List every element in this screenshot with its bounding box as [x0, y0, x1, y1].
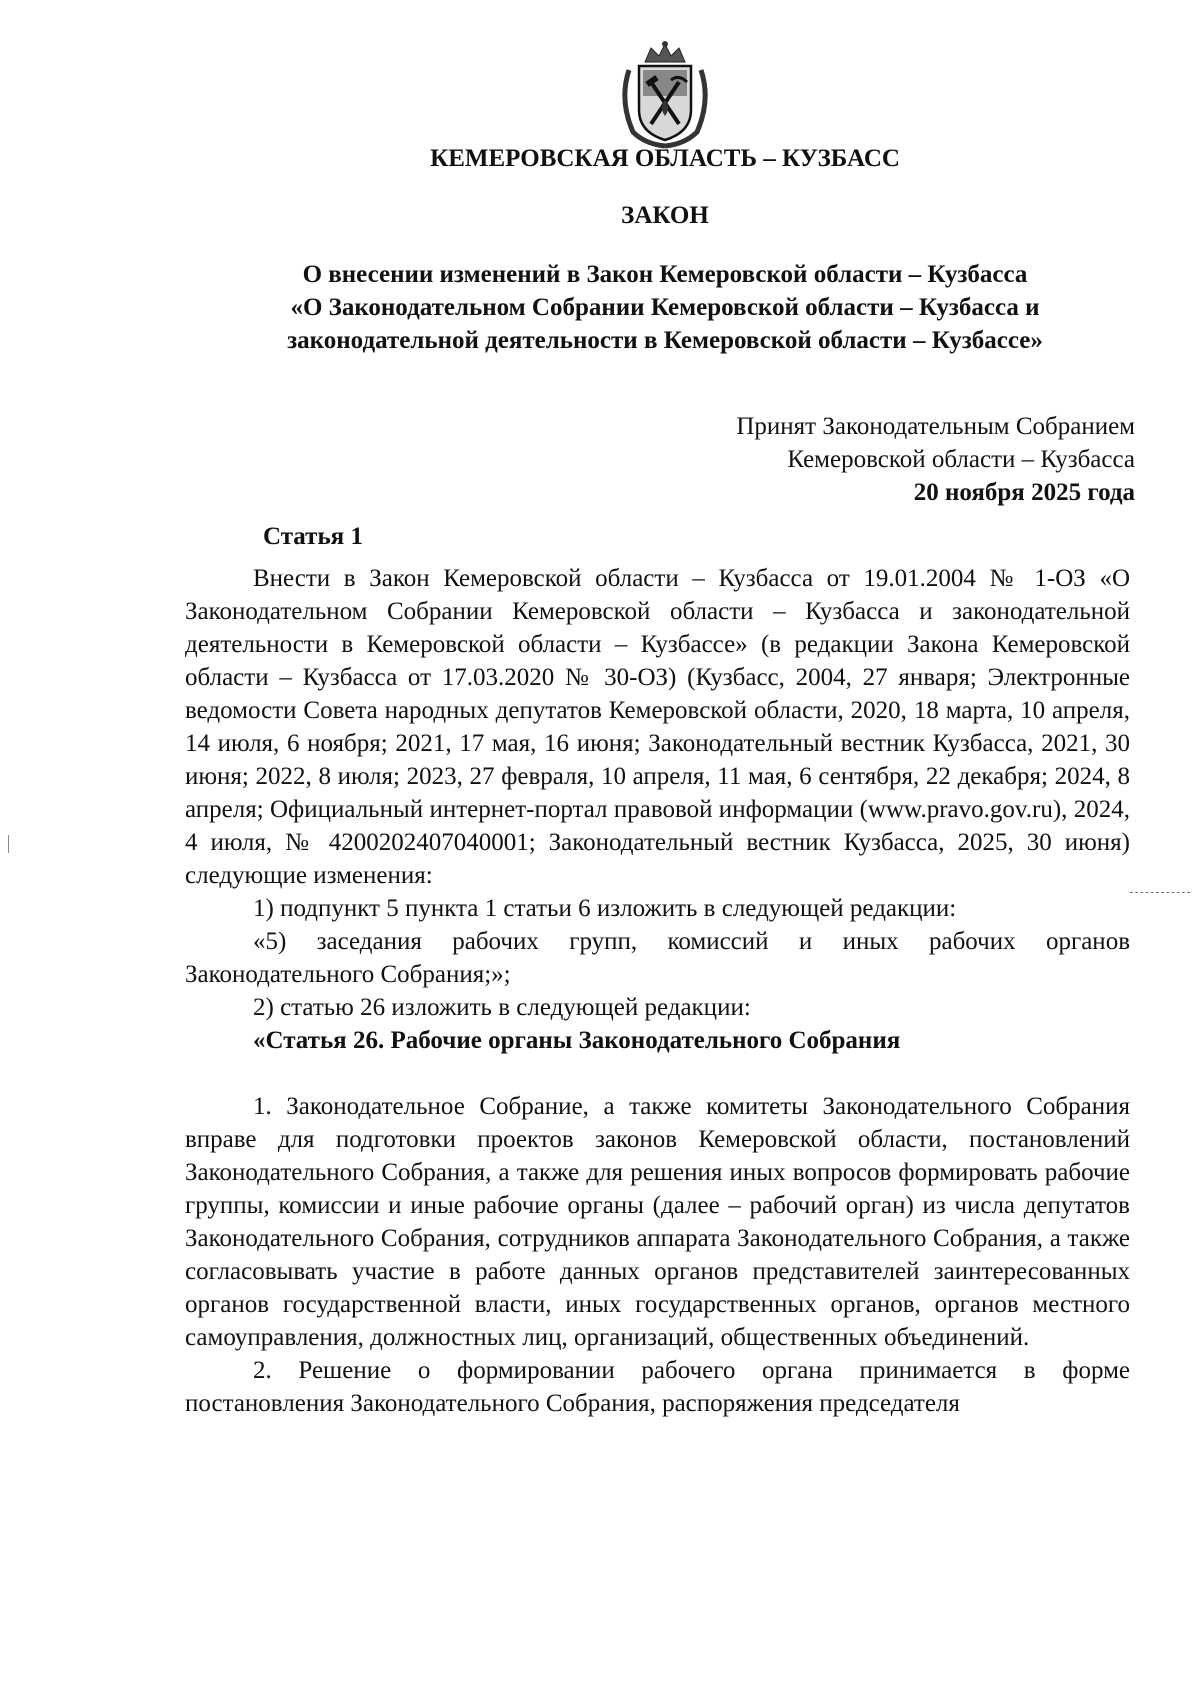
- scan-dash-mark: [1130, 892, 1190, 893]
- adoption-block: [736, 410, 1135, 509]
- adoption-line-1: Принят Законодательным Собранием: [736, 413, 1135, 440]
- item-1: 1) подпункт 5 пункта 1 статьи 6 изложить в следующей редакции:: [253, 895, 957, 922]
- scan-mark: [8, 835, 9, 853]
- law-title: [0, 258, 1200, 357]
- law-body: [185, 523, 1130, 1420]
- article-1-heading: Статья 1: [263, 523, 363, 550]
- article-26-para-2: 2. Решение о формировании рабочего органа принимается в форме постановления Законодательного Собрания, распоряжения председателя: [185, 1357, 1130, 1417]
- item-2: 2) статью 26 изложить в следующей редакции:: [253, 994, 751, 1021]
- coat-of-arms-emblem: [615, 40, 715, 150]
- law-title-line-1: О внесении изменений в Закон Кемеровской области – Кузбасса: [302, 261, 1028, 288]
- adoption-line-2: Кемеровской области – Кузбасса: [787, 446, 1135, 473]
- article-1-intro: Внести в Закон Кемеровской области – Кузбасса от 19.01.2004 № 1-ОЗ «О Законодательном Собрании Кемеровской области – Кузбасса и законодательной деятельности в Кемеровской области – Кузбассе» (в редакции Закона Кемеровской области – Кузбасса от 17.03.2020 № 30-ОЗ) (Кузбасс, 2004, 27 января; Электронные ведомости Совета народных депутатов Кемеровской области, 2020, 18 марта, 10 апреля, 14 июля, 6 ноября; 2021, 17 мая, 16 июня; Законодательный вестник Кузбасса, 2021, 30 июня; 2022, 8 июля; 2023, 27 февраля, 10 апреля, 11 мая, 6 сентября, 22 декабря; 2024, 8 апреля; Официальный интернет-портал правовой информации (www.pravo.gov.ru), 2024, 4 июля, № 4200202407040001; Законодательный вестник Кузбасса, 2025, 30 июня) следующие изменения:: [185, 565, 1130, 889]
- item-1-text: «5) заседания рабочих групп, комиссий и иных рабочих органов Законодательного Собрания;»;: [185, 928, 1130, 988]
- article-26-para-1: 1. Законодательное Собрание, а также комитеты Законодательного Собрания вправе для подготовки проектов законов Кемеровской области, постановлений Законодательного Собрания, а также для решения иных вопросов формировать рабочие группы, комиссии и иные рабочие органы (далее – рабочий орган) из числа депутатов Законодательного Собрания, сотрудников аппарата Законодательного Собрания, а также согласовывать участие в работе данных органов представителей заинтересованных органов государственной власти, иных государственных органов, органов местного самоуправления, должностных лиц, организаций, общественных объединений.: [185, 1093, 1130, 1351]
- region-title: КЕМЕРОВСКАЯ ОБЛАСТЬ – КУЗБАСС: [430, 145, 900, 172]
- law-title-line-2: «О Законодательном Собрании Кемеровской области – Кузбасса и: [290, 294, 1040, 321]
- law-title-line-3: законодательной деятельности в Кемеровской области – Кузбассе»: [287, 327, 1043, 354]
- article-26-heading: «Статья 26. Рабочие органы Законодательного Собрания: [253, 1027, 901, 1054]
- adoption-date: 20 ноября 2025 года: [913, 479, 1135, 506]
- document-type: ЗАКОН: [621, 202, 709, 229]
